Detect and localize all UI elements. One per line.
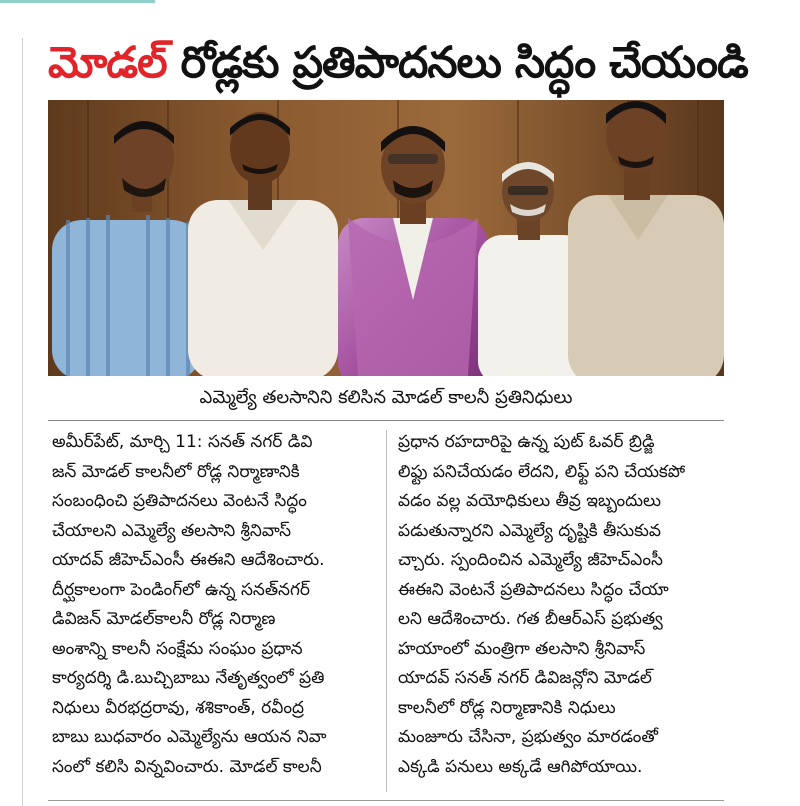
group-photo-illustration xyxy=(48,100,724,376)
article-line: ప్రధాన రహదారిపై ఉన్న పుట్ ఓవర్ బ్రిడ్జి xyxy=(398,432,655,452)
article-line: వడం వల్ల వయోధికులు తీవ్ర ఇబ్బందులు xyxy=(398,491,661,511)
article-line: కాలనీలో రోడ్ల నిర్మాణానికి నిధులు xyxy=(398,697,616,718)
article-line: లని ఆదేశించారు. గత బీఆర్‌ఎస్ ప్రభుత్వ xyxy=(398,609,663,629)
article-line: సంలో కలిసి విన్నవించారు. మోడల్ కాలనీ xyxy=(52,756,322,777)
article-line: జన్ మోడల్ కాలనీలో రోడ్ల నిర్మాణానికి xyxy=(52,461,300,482)
article-line: లిఫ్టు పనిచేయడం లేదని, లిఫ్ట్ పని చేయకపో xyxy=(398,461,686,482)
top-accent-rule xyxy=(0,0,155,3)
article-line: పడుతున్నారని ఎమ్మెల్యే దృష్టికి తీసుకువ xyxy=(398,520,661,541)
headline-rest: రోడ్లకు ప్రతిపాదనలు సిద్ధం చేయండి xyxy=(180,38,748,88)
headline xyxy=(48,32,788,94)
article-line: అంశాన్ని కాలనీ సంక్షేమ సంఘం ప్రధాన xyxy=(52,638,303,659)
article-line: మంజూరు చేసినా, ప్రభుత్వం మారడంతో xyxy=(398,727,658,747)
article-line: హయాంలో మంత్రిగా తలసాని శ్రీనివాస్ xyxy=(398,638,646,659)
article-line: చేయాలని ఎమ్మెల్యే తలసాని శ్రీనివాస్ xyxy=(52,520,292,541)
caption-rule xyxy=(48,420,724,421)
article-line: దీర్ఘకాలంగా పెండింగ్‌లో ఉన్న సనత్‌నగర్ xyxy=(52,579,310,600)
photo-caption: ఎమ్మెల్యే తలసానిని కలిసిన మోడల్ కాలనీ ప్రతినిధులు xyxy=(199,387,573,408)
article-line: నిధులు వీరభద్రరావు, శశికాంత్, రవీంద్ర xyxy=(52,697,304,718)
column-divider xyxy=(386,430,387,792)
headline-accent: మోడల్ xyxy=(48,38,167,88)
article-line: అమీర్‌పేట్, మార్చి 11: సనత్ నగర్ డివి xyxy=(52,432,313,452)
bottom-rule xyxy=(48,800,724,801)
article-line: ఎక్కడి పనులు అక్కడే ఆగిపోయాయి. xyxy=(398,756,643,777)
article-column-right xyxy=(398,428,724,782)
article-column-left xyxy=(52,428,378,782)
article-line: సంబంధించి ప్రతిపాదనలు వెంటనే సిద్ధం xyxy=(52,491,307,511)
article-line: కార్యదర్శి డి.బుచ్చిబాబు నేతృత్వంలో ప్రతి xyxy=(52,668,325,688)
article-line: బాబు బుధవారం ఎమ్మెల్యేను ఆయన నివా xyxy=(52,727,327,747)
article-line: ఈఈని వెంటనే ప్రతిపాదనలు సిద్ధం చేయా xyxy=(398,579,669,600)
article-line: యాదవ్ సనత్ నగర్ డివిజన్లోని మోడల్ xyxy=(398,668,652,688)
article-line: యాదవ్ జీహెచ్‌ఎంసీ ఈఈని ఆదేశించారు. xyxy=(52,550,325,570)
news-photo xyxy=(48,100,724,376)
article-line: డివిజన్ మోడల్‌కాలనీ రోడ్ల నిర్మాణ xyxy=(52,609,276,629)
article-line: చ్చారు. స్పందించిన ఎమ్మెల్యే జీహెచ్‌ఎంసీ xyxy=(398,550,663,570)
left-margin-rule xyxy=(22,38,23,806)
